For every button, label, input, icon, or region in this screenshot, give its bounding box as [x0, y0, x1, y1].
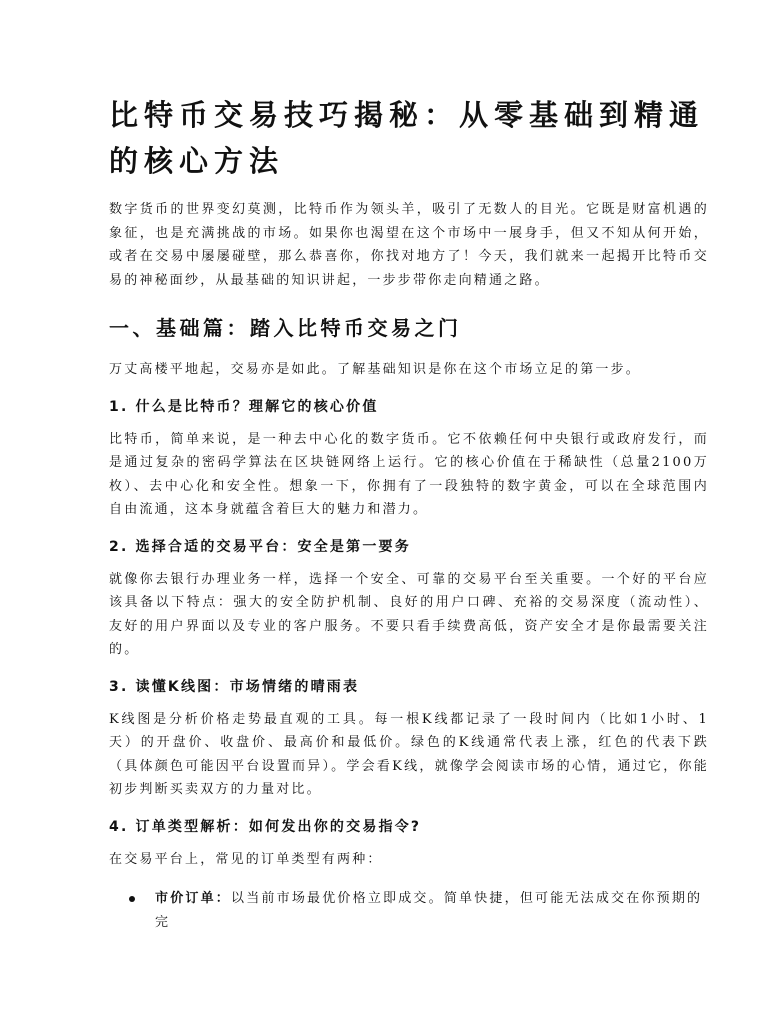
document-title: 比特币交易技巧揭秘：从零基础到精通的核心方法 — [109, 98, 705, 178]
document-page — [109, 92, 709, 934]
subsection-heading-2: 2. 选择合适的交易平台：安全是第一要务 — [109, 538, 411, 555]
subsection-body-4: 在交易平台上，常见的订单类型有两种： — [109, 851, 383, 867]
subsection-heading-1: 1. 什么是比特币？理解它的核心价值 — [109, 398, 379, 415]
list-item — [109, 887, 709, 934]
bullet-icon — [129, 896, 135, 902]
bullet-term: 市价订单： — [155, 891, 232, 906]
section-heading: 一、基础篇：踏入比特币交易之门 — [109, 316, 462, 340]
subsection-body-2: 就像你去银行办理业务一样，选择一个安全、可靠的交易平台至关重要。一个好的平台应该具备以下特点：强大的安全防护机制、良好的用户口碑、充裕的交易深度（流动性）、友好的用户界面以及专业的客户服务。不要只看手续费高低，资产安全才是你最需要关注的。 — [109, 571, 709, 657]
section-intro-paragraph: 万丈高楼平地起，交易亦是如此。了解基础知识是你在这个市场立足的第一步。 — [109, 362, 642, 377]
intro-paragraph: 数字货币的世界变幻莫测，比特币作为领头羊，吸引了无数人的目光。它既是财富机遇的象征，也是充满挑战的市场。如果你也渴望在这个市场中一展身手，但又不知从何开始，或者在交易中屡屡碰壁，那么恭喜你，你找对地方了！今天，我们就来一起揭开比特币交易的神秘面纱，从最基础的知识讲起，一步步带你走向精通之路。 — [109, 202, 709, 288]
bullet-text: 以当前市场最优价格立即成交。简单快捷，但可能无法成交在你预期的完 — [155, 891, 703, 930]
order-type-list — [109, 887, 709, 934]
subsection-body-3: K线图是分析价格走势最直观的工具。每一根K线都记录了一段时间内（比如1小时、1天）的开盘价、收盘价、最高价和最低价。绿色的K线通常代表上涨，红色的代表下跌（具体颜色可能因平台设置而异）。学会看K线，就像学会阅读市场的心情，通过它，你能初步判断买卖双方的力量对比。 — [109, 711, 709, 797]
subsection-heading-3: 3. 读懂K线图：市场情绪的晴雨表 — [109, 678, 360, 695]
subsection-heading-4: 4. 订单类型解析：如何发出你的交易指令? — [109, 818, 422, 835]
subsection-body-1: 比特币，简单来说，是一种去中心化的数字货币。它不依赖任何中央银行或政府发行，而是通过复杂的密码学算法在区块链网络上运行。它的核心价值在于稀缺性（总量2100万枚）、去中心化和安全性。想象一下，你拥有了一段独特的数字黄金，可以在全球范围内自由流通，这本身就蕴含着巨大的魅力和潜力。 — [109, 431, 709, 517]
